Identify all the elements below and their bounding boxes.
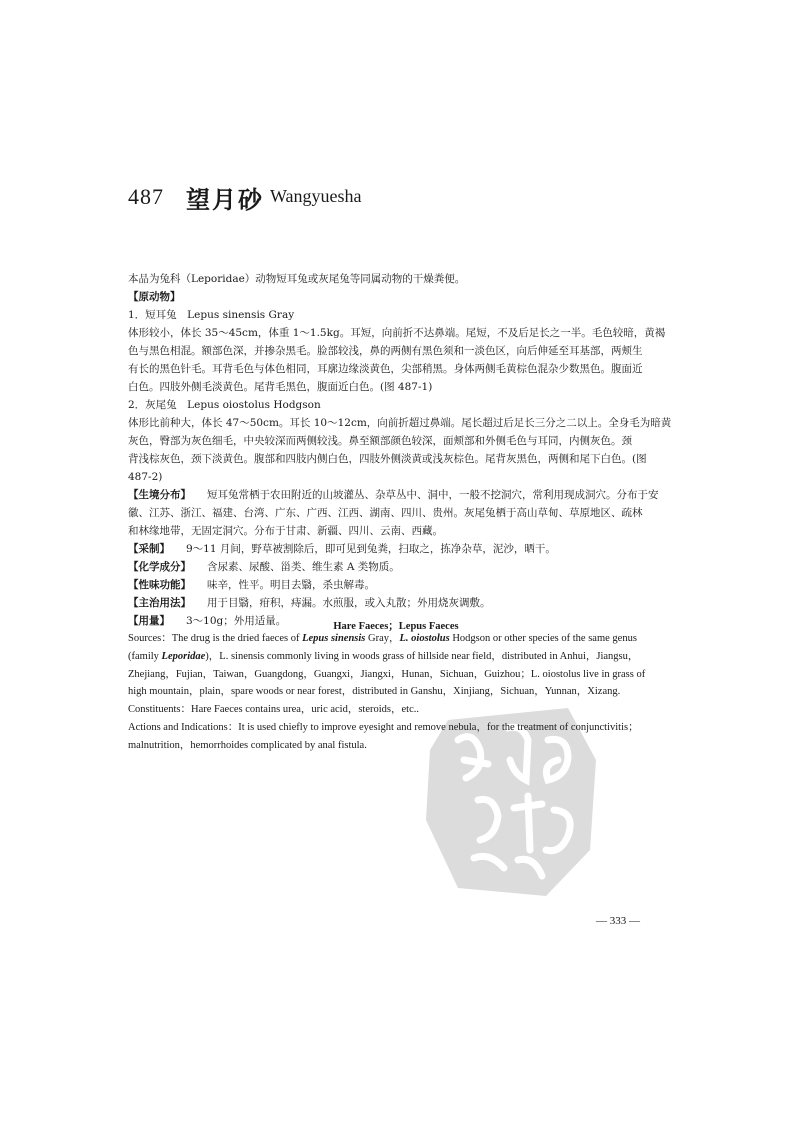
english-body bbox=[128, 630, 666, 755]
usage-text: 用于目翳，疳积，痔漏。水煎服，或入丸散；外用烧灰调敷。 bbox=[207, 597, 491, 609]
chemistry-text: 含尿素、尿酸、甾类、维生素 A 类物质。 bbox=[207, 561, 400, 573]
section-dosage-heading: 【用量】 bbox=[128, 615, 170, 627]
species-2-line: 背浅棕灰色，颈下淡黄色。腹部和四肢内侧白色，四肢外侧淡黄或浅灰棕色。尾背灰黑色，两侧和尾下白色。(图 bbox=[128, 453, 647, 465]
habitat-text: 短耳兔常栖于农田附近的山坡灌丛、杂草丛中、洞中，一般不挖洞穴，常利用现成洞穴。分布于安 bbox=[207, 489, 659, 501]
entry-number: 487 bbox=[128, 184, 164, 209]
english-actions: Actions and Indications：It is used chiefly to improve eyesight and remove nebula，for the treatment of conjunctivitis； bbox=[128, 721, 639, 733]
english-line bbox=[128, 648, 666, 666]
species-2-line: 487-2) bbox=[128, 471, 163, 483]
nature-line bbox=[128, 576, 666, 594]
section-collection-heading: 【采制】 bbox=[128, 543, 170, 555]
intro-text: 本品为兔科（Leporidae）动物短耳兔或灰尾兔等同属动物的干燥粪便。 bbox=[128, 273, 466, 285]
family-name: Leporidae bbox=[161, 650, 206, 662]
dosage-text: 3～10g；外用适量。 bbox=[186, 615, 287, 627]
species-1-heading: 1．短耳兔 Lepus sinensis Gray bbox=[128, 309, 295, 321]
entry-title-chinese: 望月砂 bbox=[186, 186, 264, 214]
english-text: Sources：The drug is the dried faeces of bbox=[128, 633, 303, 644]
species-2-line: 体形比前种大，体长 47～50cm。耳长 10～12cm，向前折超过鼻端。尾长超过后足长三分之二以上。全身毛为暗黄 bbox=[128, 417, 672, 429]
page-number: — 333 — bbox=[596, 915, 640, 927]
latin-name: Lepus sinensis bbox=[302, 633, 366, 644]
entry-title-pinyin: Wangyuesha bbox=[270, 186, 362, 206]
section-habitat-heading: 【生境分布】 bbox=[128, 489, 191, 501]
english-text: (family bbox=[128, 650, 162, 662]
species-1-line: 有长的黑色针毛。耳背毛色与体色相同，耳廓边缘淡黄色，尖部稍黑。身体两侧毛黄棕色混杂少数黑色。腹面近 bbox=[128, 363, 643, 375]
species-1-line: 白色。四肢外侧毛淡黄色。尾背毛黑色，腹面近白色。(图 487-1) bbox=[128, 381, 433, 393]
section-nature-heading: 【性味功能】 bbox=[128, 579, 191, 591]
latin-name: L. oiostolus bbox=[399, 633, 450, 644]
english-actions: malnutrition，hemorrhoides complicated by anal fistula. bbox=[128, 739, 367, 751]
habitat-line bbox=[128, 486, 666, 504]
chinese-body bbox=[128, 270, 672, 630]
habitat-text: 和林缘地带，无固定洞穴。分布于甘肃、新疆、四川、云南、西藏。 bbox=[128, 525, 443, 537]
section-chemistry-heading: 【化学成分】 bbox=[128, 561, 191, 573]
species-2-line: 灰色，臀部为灰色细毛，中央较深而两侧较浅。鼻至额部颜色较深，面颊部和外侧毛色与耳同，内侧灰色。颈 bbox=[128, 435, 632, 447]
collection-text: 9～11 月间，野草被割除后，即可见到兔粪，扫取之，拣净杂草，泥沙，晒干。 bbox=[186, 543, 556, 555]
species-1-line: 色与黑色相混。额部色深，并掺杂黑毛。脸部较浅，鼻的两侧有黑色须和一淡色区，向后伸延至耳基部，两颊生 bbox=[128, 345, 643, 357]
nature-text: 味辛，性平。明目去翳，杀虫解毒。 bbox=[207, 579, 375, 591]
species-2-heading: 2．灰尾兔 Lepus oiostolus Hodgson bbox=[128, 399, 321, 411]
english-line: high mountain，plain，spare woods or near forest，distributed in Ganshu，Xinjiang，Sichuan，Yunnan，Xizang. bbox=[128, 686, 621, 698]
english-text: Hodgson or other species of the same genus bbox=[449, 633, 637, 644]
english-line bbox=[128, 630, 666, 648]
habitat-text: 徽、江苏、浙江、福建、台湾、广东、广西、江西、湖南、四川、贵州。灰尾兔栖于高山草甸、草原地区、疏林 bbox=[128, 507, 643, 519]
english-text: )，L. sinensis commonly living in woods grass of hillside near field，distributed in Anhui，Jiangsu， bbox=[205, 650, 639, 662]
english-line: Zhejiang，Fujian，Taiwan，Guangdong，Guangxi，Jiangxi，Hunan，Sichuan，Guizhou；L. oiostolus live in grass of bbox=[128, 668, 646, 680]
chemistry-line bbox=[128, 558, 666, 576]
usage-line bbox=[128, 594, 666, 612]
english-text: Gray， bbox=[365, 633, 400, 644]
english-title: Hare Faeces；Lepus Faeces bbox=[333, 621, 459, 632]
section-origin-heading: 【原动物】 bbox=[128, 291, 181, 303]
english-constituents: Constituents：Hare Faeces contains urea，uric acid，steroids，etc.. bbox=[128, 704, 419, 716]
section-usage-heading: 【主治用法】 bbox=[128, 597, 191, 609]
species-1-line: 体形较小，体长 35～45cm，体重 1～1.5kg。耳短，向前折不达鼻端。尾短，不及后足长之一半。毛色较暗，黄褐 bbox=[128, 327, 666, 339]
collection-line bbox=[128, 540, 666, 558]
